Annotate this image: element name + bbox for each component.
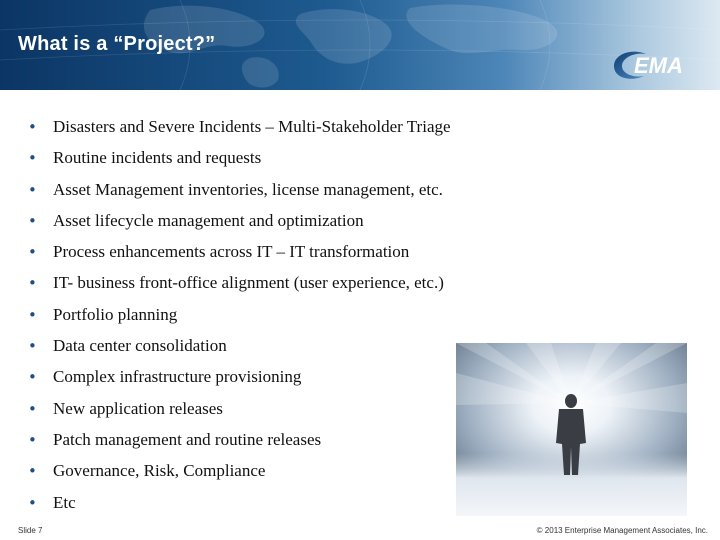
bullet-icon: • (28, 337, 37, 356)
bullet-icon: • (28, 211, 37, 230)
bullet-icon: • (28, 243, 37, 262)
bullet-icon: • (28, 274, 37, 293)
bullet-icon: • (28, 180, 37, 199)
bullet-icon: • (28, 118, 37, 136)
slide-title: What is a “Project?” (18, 33, 216, 55)
slide-header (0, 0, 720, 90)
businessman-sky-photo (456, 343, 687, 516)
bullet-icon: • (28, 399, 37, 418)
bullet-icon: • (28, 368, 37, 387)
bullet-icon: • (28, 149, 37, 168)
bullet-icon: • (28, 430, 37, 449)
bullet-icon: • (28, 305, 37, 324)
svg-text:EMA: EMA (634, 53, 683, 78)
slide-number: Slide 7 (18, 526, 43, 535)
ema-logo (610, 44, 710, 84)
bullet-icon: • (28, 462, 37, 481)
bullet-icon: • (28, 493, 37, 512)
copyright-notice: © 2013 Enterprise Management Associates, Inc. (536, 526, 708, 535)
